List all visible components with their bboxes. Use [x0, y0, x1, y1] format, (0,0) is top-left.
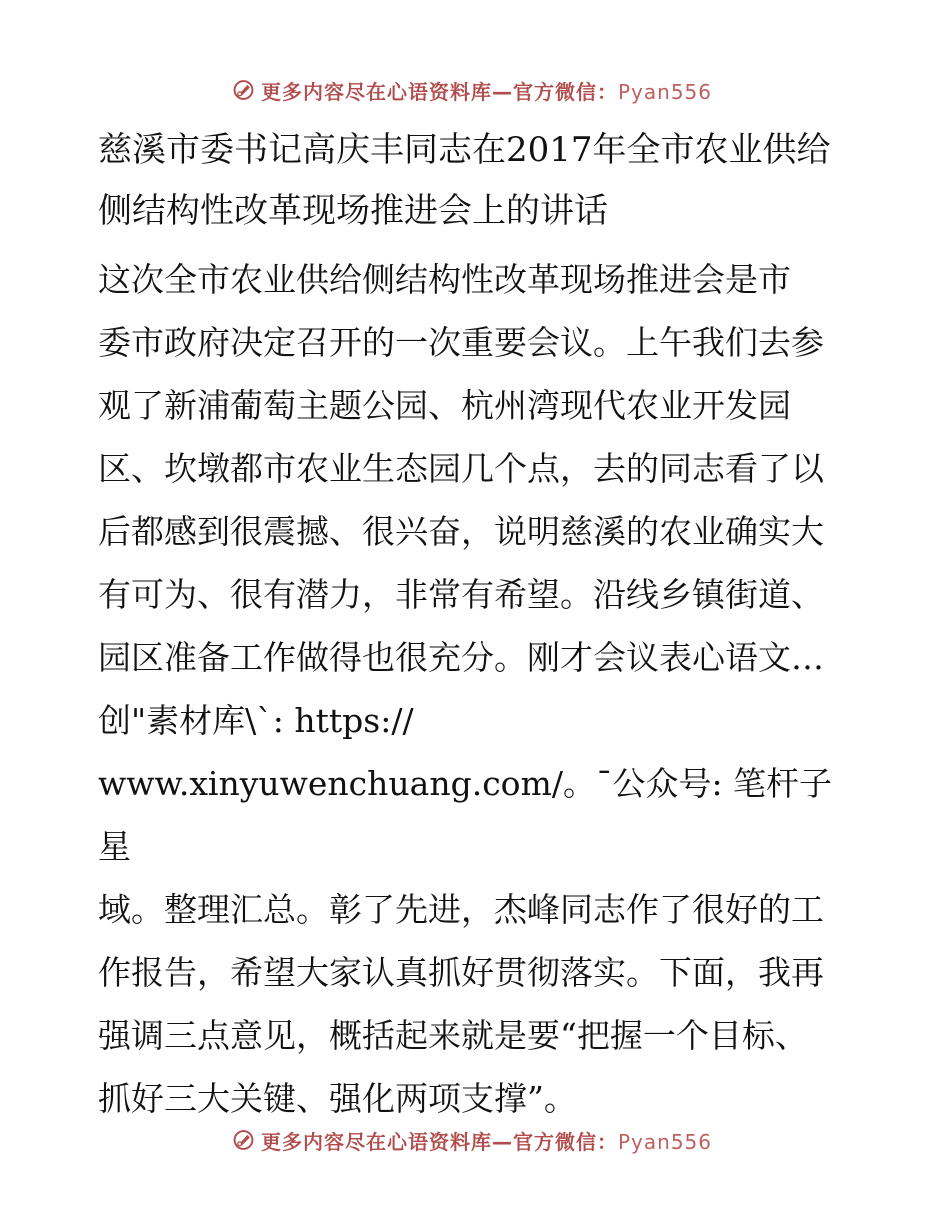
- document-body: 这次全市农业供给侧结构性改革现场推进会是市 委市政府决定召开的一次重要会议。上午我们去参 观了新浦葡萄主题公园、杭州湾现代农业开发园 区、坎墩都市农业生态园几个点，去的同志看了以 后都感到很震撼、很兴奋，说明慈溪的农业确实大 有可为、很有潜力，非常有希望。沿线乡镇街道、 园区准备工作做得也很充分。刚才会议表心语文… 创"素材库\`: https:// www.xinyuwenchuang.com/。¯公众号: 笔杆子星 域。整理汇总。彰了先进，杰峰同志作了很好的工 作报告，希望大家认真抓好贯彻落实。下面，我再 强调三点意见，概括起来就是要“把握一个目标、 抓好三大关键、强化两项支撑”。: [98, 260, 833, 1118]
- footer-wechat-id: Pyan556: [617, 1129, 712, 1154]
- footer-banner-text: 更多内容尽在心语资料库—官方微信：Pyan556: [260, 1129, 712, 1154]
- document-title: 慈溪市委书记高庆丰同志在2017年全市农业供给侧结构性改革现场推进会上的讲话: [98, 130, 831, 231]
- logo-icon: [232, 72, 255, 108]
- footer-banner: [232, 1122, 712, 1158]
- logo-icon: [232, 1122, 255, 1158]
- header-banner: [232, 72, 712, 108]
- header-wechat-id: Pyan556: [617, 79, 712, 104]
- header-banner-text: 更多内容尽在心语资料库—官方微信：Pyan556: [260, 79, 712, 104]
